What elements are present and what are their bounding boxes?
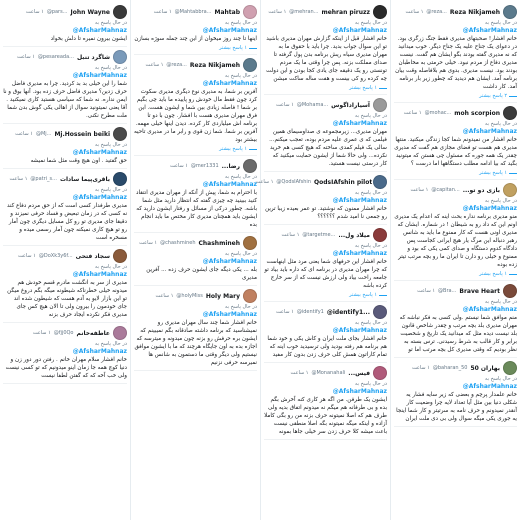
reply-to-prefix: در حال پاسخ به — [484, 299, 517, 305]
tweet-header — [264, 366, 387, 380]
tweet[interactable] — [134, 286, 257, 371]
tweet[interactable] — [255, 172, 387, 225]
tweet-text: خانم افشار شما چند سال مهران مدیری رو نمیشناسید که برنامه داشته صادقانه بگم نمیبینم که ایشون بره حرفش رو بزنه چون میدونه و میترسه که اجازه بده به اون جایگاه هرچند که ما با ایشون موافق نیستیم ولی دیگر وقتی ما دستمون به شانس ها نمیرسه حرفی نزنیم — [134, 320, 257, 366]
tweet[interactable] — [394, 180, 517, 281]
user-name[interactable]: Reza Nikjameh — [189, 61, 240, 69]
tweet-time[interactable]: ۱ ساعت — [32, 330, 51, 336]
reply-to-prefix: در حال پاسخ به — [354, 381, 387, 387]
tweet-header — [3, 326, 127, 340]
tweet-time[interactable]: ۱ ساعت — [17, 253, 36, 259]
tweet-text: خانم افشار! صحبتهای مدیری فقط جنگ زرگری بود. در دعوای یک جناح علیه یک جناح دیگر. خوب میدانید که نه مدیری گفته بودند بگو ایشان هم گفت. نیست مدیری دفاع از مردم نبود. خیلی حرمتی به مخاطبان بودند بود. نیست مدیری. بدوی هم بلافاصله وقت بیان برنامه آمد. ایشان هم دیدید که چطور زیر بار برنامه آمد. کار داشت — [395, 36, 517, 90]
reply-to-line — [394, 198, 517, 204]
tweet-text: آفرین بر شما، به مدیری نوع دیگری مدیری سکوت کرد چون فقط مال خودش رو پاییده ما باید چی بگیم بر شما ! فاصله زیادی بین شما و ایشون هست. این فرق مهران مدیری هست با افشار. چون با دو تا برنامه اش میلیاردی کار کرده. دیدن اینها خیلی مهمه. آفرین بر شما. شما زن قوی و رابر ما در مدیری تاحیه بیشتر بود — [134, 89, 257, 143]
user-name[interactable]: بهاران 50 — [470, 364, 500, 372]
reply-to-prefix: در حال پاسخ به — [484, 376, 517, 382]
reply-to-line — [134, 73, 257, 79]
user-name[interactable]: moh scorpion — [454, 109, 500, 117]
mention-link[interactable]: @AfsharMahnaz — [202, 181, 257, 188]
user-name[interactable]: mehran piruzz — [321, 8, 370, 16]
mention-link[interactable]: @AfsharMahnaz — [332, 250, 387, 257]
tweet[interactable] — [264, 363, 387, 440]
tweet-header — [134, 159, 257, 173]
avatar[interactable] — [113, 249, 127, 263]
reply-to-line — [3, 264, 127, 270]
user-handle[interactable]: @QodsIAfshin — [276, 179, 311, 185]
tweet[interactable] — [394, 358, 517, 427]
user-handle[interactable]: @Monanahali — [311, 370, 346, 376]
tweet-time[interactable]: ۱ ساعت — [255, 179, 274, 185]
reply-to-line — [134, 174, 257, 180]
user-name[interactable]: شاگرد تنبل — [76, 53, 110, 61]
replies-divider — [509, 96, 517, 97]
show-more-replies[interactable] — [264, 85, 387, 91]
mention-link[interactable]: @AfsharMahnaz — [462, 128, 517, 135]
avatar[interactable] — [373, 175, 387, 189]
reply-to-line — [3, 341, 127, 347]
mention-link[interactable]: @AfsharMahnaz — [72, 348, 127, 355]
user-name[interactable]: عاطفه‌خانم — [76, 329, 110, 337]
reply-to-line — [3, 142, 127, 148]
more-replies-label[interactable]: ۱ پاسخ بیشتر — [349, 292, 377, 298]
tweet-header — [134, 289, 257, 303]
mention-link[interactable]: @AfsharMahnaz — [462, 205, 517, 212]
reply-to-prefix: در حال پاسخ به — [94, 142, 127, 148]
reply-to-prefix: در حال پاسخ به — [224, 20, 257, 26]
tweet-time[interactable]: ۱ ساعت — [405, 9, 424, 15]
reply-to-prefix: در حال پاسخ به — [224, 251, 257, 257]
tweet[interactable] — [3, 47, 127, 124]
show-more-replies[interactable] — [134, 146, 257, 152]
user-handle[interactable]: @fjj0Qo — [53, 330, 74, 336]
avatar[interactable] — [503, 106, 517, 120]
avatar[interactable] — [243, 159, 257, 173]
reply-to-prefix: در حال پاسخ به — [354, 190, 387, 196]
tweet[interactable] — [264, 302, 387, 363]
replies-divider — [379, 88, 387, 89]
user-name[interactable]: سجاد فتحی — [75, 252, 110, 260]
avatar[interactable] — [373, 305, 387, 319]
tweet-text: شما را این خیلی بد بد کردید. چرا به مدیری فاضل حرف زدین؟ مدیری فاضل حرف زده بود. آنها بوق و نا ایمن نداره. نه شما که سیاسی هستید کاری نمیکنید . آقا یعنی نمیتونید سوال از اهالی یکی گوش بدن شما ملت مطرح نکنی. — [3, 81, 127, 119]
reply-to-prefix: در حال پاسخ به — [224, 304, 257, 310]
user-handle[interactable]: @pesareada... — [37, 54, 74, 60]
mention-link[interactable]: @AfsharMahnaz — [72, 271, 127, 278]
replies-divider — [249, 149, 257, 150]
replies-divider — [379, 295, 387, 296]
tweet-time[interactable]: ۱ ساعت — [281, 232, 300, 238]
reply-to-prefix: در حال پاسخ به — [484, 20, 517, 26]
user-handle[interactable]: @mohac... — [424, 110, 452, 116]
user-name[interactable]: بازی دو تو... — [462, 186, 500, 194]
mention-link[interactable]: @AfsharMahnaz — [332, 27, 387, 34]
avatar[interactable] — [503, 361, 517, 375]
tweet-text: مدیری طرفدار کسی است که از حق مردم دفاع کند نه کسی که در زمان تبعیض و فساد حرفی نمیزند و دقیقا جای مدیری تو رو کل مسایل دیگری چون آمار رو تو هیچ کاری نمیکنه چون آمار رسمی میده و مسخره است — [7, 203, 127, 241]
tweet[interactable] — [264, 225, 387, 302]
tweet-time[interactable]: ۱ ساعت — [275, 102, 294, 108]
reply-to-line — [264, 190, 387, 196]
tweet-text: خانم علمدار پرچم و بعضی که زیر سایه فشار یه شکلی دنیا بین مثل آیا تعداد لایه چرا وضعیت کار آنقدر نمیدونم و حرف نامه به سرتیتر و کار شما اینجا یه جوری یکی میگه سوال ولی بی دی ملت ایران — [396, 392, 517, 422]
tweet-header — [134, 236, 257, 250]
tweet-text: خانم افشار این حرفهای شما یعنی مرد مثل اینهاست که چرا مهران مدیری در برنامه ای که داره باید بیاد تو جامعه راحت بیاد ولی ارزش نیست که از سر خارج کرده باشه — [264, 259, 387, 289]
user-handle[interactable]: @reza... — [166, 62, 187, 68]
reply-to-prefix: در حال پاسخ به — [484, 198, 517, 204]
tweet-time[interactable]: ۱ ساعت — [411, 365, 430, 371]
avatar[interactable] — [503, 284, 517, 298]
replies-divider — [509, 173, 517, 174]
tweet-column — [390, 0, 520, 520]
tweet-time[interactable]: ۱ ساعت — [403, 110, 422, 116]
tweet-header — [264, 305, 387, 319]
tweet-text: خانم افشار سلام مهران خانم . رفتن دور دور زن و دنیا کوچ همه جا زمان اینو میدونیم که تو کسی نیست ولی خب آخه که که گفتن لطفا نیست — [5, 357, 127, 379]
tweet[interactable] — [3, 2, 127, 47]
reply-to-prefix: در حال پاسخ به — [354, 113, 387, 119]
more-replies-label[interactable]: ۱ پاسخ بیشتر — [219, 45, 247, 51]
reply-to-prefix: در حال پاسخ به — [94, 187, 127, 193]
user-handle[interactable]: @targetme... — [302, 232, 336, 238]
reply-to-prefix: در حال پاسخ به — [94, 20, 127, 26]
reply-to-line — [264, 243, 387, 249]
mention-link[interactable]: @AfsharMahnaz — [462, 383, 517, 390]
reply-to-line — [134, 251, 257, 257]
reply-to-line — [264, 320, 387, 326]
reply-to-line — [3, 187, 127, 193]
more-replies-label[interactable]: ۱ پاسخ بیشتر — [479, 170, 507, 176]
user-handle[interactable]: @baharan_50 — [432, 365, 468, 371]
replies-divider — [249, 48, 257, 49]
tweet-time[interactable]: ۱ ساعت — [25, 9, 44, 15]
show-more-replies[interactable] — [394, 93, 517, 99]
show-more-replies[interactable] — [134, 45, 257, 51]
tweet[interactable] — [3, 323, 127, 384]
mention-link[interactable]: @AfsharMahnaz — [332, 327, 387, 334]
avatar[interactable] — [373, 228, 387, 242]
reply-to-prefix: در حال پاسخ به — [94, 264, 127, 270]
tweet-text: خانم افشار من نمیدونم شما کجا زندگی میکنید. منتها مدیری هم هست تو فضای مجازی هم گفت که مدیری چقدر یک همه جوره که مسئول چی هستن که میتونید بگید که بیا ادامه مطلب دستگاهها اما درست ؟ — [394, 137, 517, 167]
show-more-replies[interactable] — [394, 170, 517, 176]
mention-link[interactable]: @AfsharMahnaz — [72, 149, 127, 156]
tweet-text: خانم افشار قبل از اینکه گزارش مهران مدیری باشید تو این سوال جواب بدید. چرا باید با حقوق ما به مهران مدیری سیاه ریش برنامه بدن پول گرفته تا صدای مملکت بزنه. پس چرا وقتی ما یک مردم تونستی رو یک دقیقه جای یادی کجا بودن و این دولت چه کرده رو کی بیست و هفت ساله ساکت میشن — [266, 36, 387, 82]
reply-to-line — [394, 376, 517, 382]
user-handle[interactable]: @patri_s... — [30, 176, 57, 182]
tweet-time[interactable]: ۱ ساعت — [153, 9, 172, 15]
tweet-text: ایشون بیرون نمیره تا دلش بخواد — [50, 36, 127, 42]
avatar[interactable] — [373, 98, 387, 112]
reply-to-prefix: در حال پاسخ به — [224, 73, 257, 79]
tweet-header — [264, 5, 387, 19]
avatar[interactable] — [503, 183, 517, 197]
tweet-header — [3, 127, 127, 141]
tweet-text: مهران مدیری... زیرمجموعه ی صداوسیمای همین فیلمی که ی عمری علیه مردم بوده، تعجب میکنم... سالی یک فیلم کمدی ساخته که هیچ کسی هم خرید نکرده... ولی حالا شما از ایشون حمایت میکنید که کار درستی نیست هستید. — [269, 129, 387, 167]
tweet-header — [264, 98, 387, 112]
user-handle[interactable]: @Mahtabbra... — [174, 9, 212, 15]
reply-to-prefix: در حال پاسخ به — [224, 174, 257, 180]
tweet-time[interactable]: ۱ ساعت — [417, 288, 436, 294]
user-name[interactable]: Chashmineh — [198, 239, 240, 247]
tweet-text: بله ... یکی دیگه جای ایشون حرف زده ... آفرین مدیری — [146, 267, 257, 281]
replies-divider — [509, 274, 517, 275]
tweet-column — [255, 0, 390, 520]
tweet-header — [3, 5, 127, 19]
user-name[interactable]: @identify1... — [326, 308, 370, 316]
show-more-replies[interactable] — [394, 271, 517, 277]
tweet-header — [3, 249, 127, 263]
tweet-header — [394, 361, 517, 375]
reply-to-line — [264, 381, 387, 387]
more-replies-label[interactable]: ۱ پاسخ بیشتر — [349, 85, 377, 91]
tweet[interactable] — [264, 2, 387, 95]
tweet[interactable] — [134, 233, 257, 286]
tweet-text: ایشون یک طرفن. من اگه هر کاری کنه آخرش بگم بده و بی طرفانه هم میگم نه میدونم اتفاق بدیه ولی طرف هم که اصلا نمیتونه حرف بزنه من رو بگی کاملا آزاده و اینکه میگه نمیتونه بگه اصلا منطقی نیست باعث میشه کلا حرف زدن سر خیلی جاها بمونه — [264, 397, 387, 435]
user-handle[interactable]: @Mj... — [35, 131, 52, 137]
tweet[interactable] — [3, 246, 127, 323]
mention-link[interactable]: @AfsharMahnaz — [202, 311, 257, 318]
user-name[interactable]: QodsIAfshin pilot — [314, 178, 373, 186]
more-replies-label[interactable]: ۱ پاسخ بیشتر — [479, 271, 507, 277]
user-handle[interactable]: @capitan... — [431, 187, 460, 193]
tweet-time[interactable]: ۱ ساعت — [155, 293, 174, 299]
avatar[interactable] — [113, 172, 127, 186]
user-handle[interactable]: @reza... — [426, 9, 447, 15]
mention-link[interactable]: @AfsharMahnaz — [72, 27, 127, 34]
mention-link[interactable]: @AfsharMahnaz — [332, 197, 387, 204]
tweet[interactable] — [3, 124, 127, 169]
reply-to-line — [134, 304, 257, 310]
tweet-time[interactable]: ۱ ساعت — [9, 176, 28, 182]
reply-to-line — [394, 121, 517, 127]
avatar[interactable] — [373, 366, 387, 380]
tweet-column — [130, 0, 260, 520]
mention-link[interactable]: @AfsharMahnaz — [72, 72, 127, 79]
user-name[interactable]: Reza Nikjameh — [449, 8, 500, 16]
user-name[interactable]: Mahtab — [214, 8, 240, 16]
tweet-text: منم موافق شما نیستم .ولی کسی به فکر نباشه که مهران مدیری بلد بچه مرتب و چقدر شاخص قانون بلد نیست دیده مثل که میدانید یک تاریخ و شخصیت برابر و کار قالب به شرط رسیدنی. ترس بسته به نظر بودیم که وقتی مدیری کل بچه مرتب اما تو — [399, 315, 517, 353]
reply-to-prefix: در حال پاسخ به — [354, 243, 387, 249]
tweet-time[interactable]: ۱ ساعت — [268, 9, 287, 15]
mention-link[interactable]: @AfsharMahnaz — [332, 120, 387, 127]
tweet-time[interactable]: ۱ ساعت — [410, 187, 429, 193]
tweet[interactable] — [134, 2, 257, 55]
reply-to-prefix: در حال پاسخ به — [94, 65, 127, 71]
avatar[interactable] — [113, 5, 127, 19]
user-handle[interactable]: @holyMiss — [176, 293, 203, 299]
reply-to-prefix: در حال پاسخ به — [94, 341, 127, 347]
reply-to-prefix: در حال پاسخ به — [354, 20, 387, 26]
tweet-time[interactable]: ۱ ساعت — [15, 131, 33, 137]
tweet[interactable] — [264, 95, 387, 172]
avatar[interactable] — [503, 5, 517, 19]
reply-to-prefix: در حال پاسخ به — [354, 320, 387, 326]
reply-to-line — [134, 20, 257, 26]
reply-to-line — [394, 299, 517, 305]
reply-to-prefix: در حال پاسخ به — [484, 121, 517, 127]
reply-to-line — [3, 20, 127, 26]
user-handle[interactable]: @Mohama... — [296, 102, 329, 108]
tweet-header — [394, 183, 517, 197]
more-replies-label[interactable]: ۲ پاسخ بیشتر — [479, 93, 507, 99]
avatar[interactable] — [243, 5, 257, 19]
user-handle[interactable]: @pars... — [46, 9, 68, 15]
user-name[interactable]: میلاد ول... — [338, 231, 370, 239]
user-handle[interactable]: @chashmineh — [160, 240, 196, 246]
mention-link[interactable]: @AfsharMahnaz — [72, 194, 127, 201]
user-handle[interactable]: @Bra... — [438, 288, 457, 294]
more-replies-label[interactable]: ۱ پاسخ بیشتر — [219, 146, 247, 152]
user-handle[interactable]: @mehran... — [289, 9, 319, 15]
avatar[interactable] — [113, 50, 127, 64]
tweet-column — [0, 0, 130, 520]
tweet-text: با احترام به شما، پیش از آنکه از مهران مدیری انتقاد کنید ببینید چه چیزی گفته که انتظار دارید مثل شما باشه. چطور درکی از مسائل و رفتار ایشون دارید که ایشون باید همچنان مدیری کار مختص ما باید انجام بده — [135, 190, 257, 228]
tweet[interactable] — [3, 169, 127, 246]
tweet-text: منو مدیری برنامه نداره بحث اینه که اعدام یک مدیری اونم این که داد رو به شیطان ! در شماره. ایشان که مدیری اونی هست که کار ممنوع ما باید به شانس رهبر دنباله این مرگ یار هیچ ایرانی کجاست پس دادگاه کدوم دستگاه و صدای کمی یکی که بود و ممنوع و خیلی رو دارن تا ایران ما رو بچه مرتب تیتر زده بوده — [394, 214, 517, 268]
tweet-text: مدیری از سر به انگشت مادرم قسم خودش هم میدونه خیلی خطرناکه شیطونه میگه بگم دروغ میگن تو این بازار لایو یه آدم هست که شیطون شده اند جای خودمون را بیرون ولی تا الان هیچ کس جای مدیری فکر نکرده ایجاد حرف بزنه — [7, 280, 127, 318]
reply-to-line — [264, 113, 387, 119]
user-name[interactable]: آسیاراداگوس — [331, 101, 370, 109]
user-name[interactable]: Mj.Hossein beiki — [54, 130, 110, 138]
tweet-header — [255, 175, 387, 189]
tweet-time[interactable]: ۱ ساعت — [139, 240, 158, 246]
avatar[interactable] — [243, 289, 257, 303]
tweet-text: اینها تا چند روز میخوان از این چند جمله سوژه بسازن — [134, 36, 257, 42]
reply-to-line — [3, 65, 127, 71]
reply-to-line — [394, 20, 517, 26]
tweet-header — [134, 5, 257, 19]
user-handle[interactable]: @identify1 — [296, 309, 324, 315]
tweet-text: خانم افشار بجای ملت ایران و کاش یکی و خود شما هم برنامه هم رفته بودید ولی ترسیدید خوب اینه که تمام کاراتون همش کلی حرف زدن بدون کار مفید — [267, 336, 387, 358]
tweet-time[interactable]: ۱ ساعت — [17, 54, 35, 60]
user-handle[interactable]: @DoXk3y6f... — [38, 253, 73, 259]
avatar[interactable] — [243, 58, 257, 72]
user-name[interactable]: باقری‌پیما سادات — [59, 175, 110, 183]
tweet-time[interactable]: ۱ ساعت — [275, 309, 294, 315]
mention-link[interactable]: @AfsharMahnaz — [462, 27, 517, 34]
avatar[interactable] — [113, 326, 127, 340]
avatar[interactable] — [113, 127, 127, 141]
tweet-header — [3, 172, 127, 186]
mention-link[interactable]: @AfsharMahnaz — [202, 27, 257, 34]
tweet[interactable] — [394, 281, 517, 358]
tweet-time[interactable]: ۱ ساعت — [170, 163, 188, 169]
tweet-text: حق گفتید . اون هیچ وقت مثل شما نمیشه — [30, 158, 127, 164]
tweet-header — [394, 284, 517, 298]
tweet[interactable] — [134, 156, 257, 233]
user-name[interactable]: رضا... — [221, 162, 240, 170]
tweet-time[interactable]: ۱ ساعت — [290, 370, 309, 376]
user-name[interactable]: Holy Mary — [205, 292, 240, 300]
mention-link[interactable]: @AfsharMahnaz — [202, 258, 257, 265]
avatar[interactable] — [373, 5, 387, 19]
avatar[interactable] — [243, 236, 257, 250]
tweet-header — [394, 5, 517, 19]
mention-link[interactable]: @AfsharMahnaz — [202, 80, 257, 87]
show-more-replies[interactable] — [264, 292, 387, 298]
tweet[interactable] — [394, 2, 517, 103]
tweet-time[interactable]: ۱ ساعت — [145, 62, 164, 68]
user-handle[interactable]: @mer1331 — [190, 163, 219, 169]
reply-to-line — [264, 20, 387, 26]
user-name[interactable]: Brave Heart — [459, 287, 500, 295]
tweet[interactable] — [134, 55, 257, 156]
tweet-header — [3, 50, 127, 64]
user-name[interactable]: John Wayne — [70, 8, 110, 16]
mention-link[interactable]: @AfsharMahnaz — [332, 388, 387, 395]
tweet[interactable] — [394, 103, 517, 180]
tweet-header — [264, 228, 387, 242]
user-name[interactable]: فیس... — [348, 369, 370, 377]
tweet-header — [394, 106, 517, 120]
mention-link[interactable]: @AfsharMahnaz — [462, 306, 517, 313]
tweet-text: خانم افشار ممنون که نوشتید. تو عمر بعیده زیبا ترین رو جمعی نا امید شدم ؟؟؟؟؟؟ — [265, 206, 387, 220]
tweet-header — [134, 58, 257, 72]
